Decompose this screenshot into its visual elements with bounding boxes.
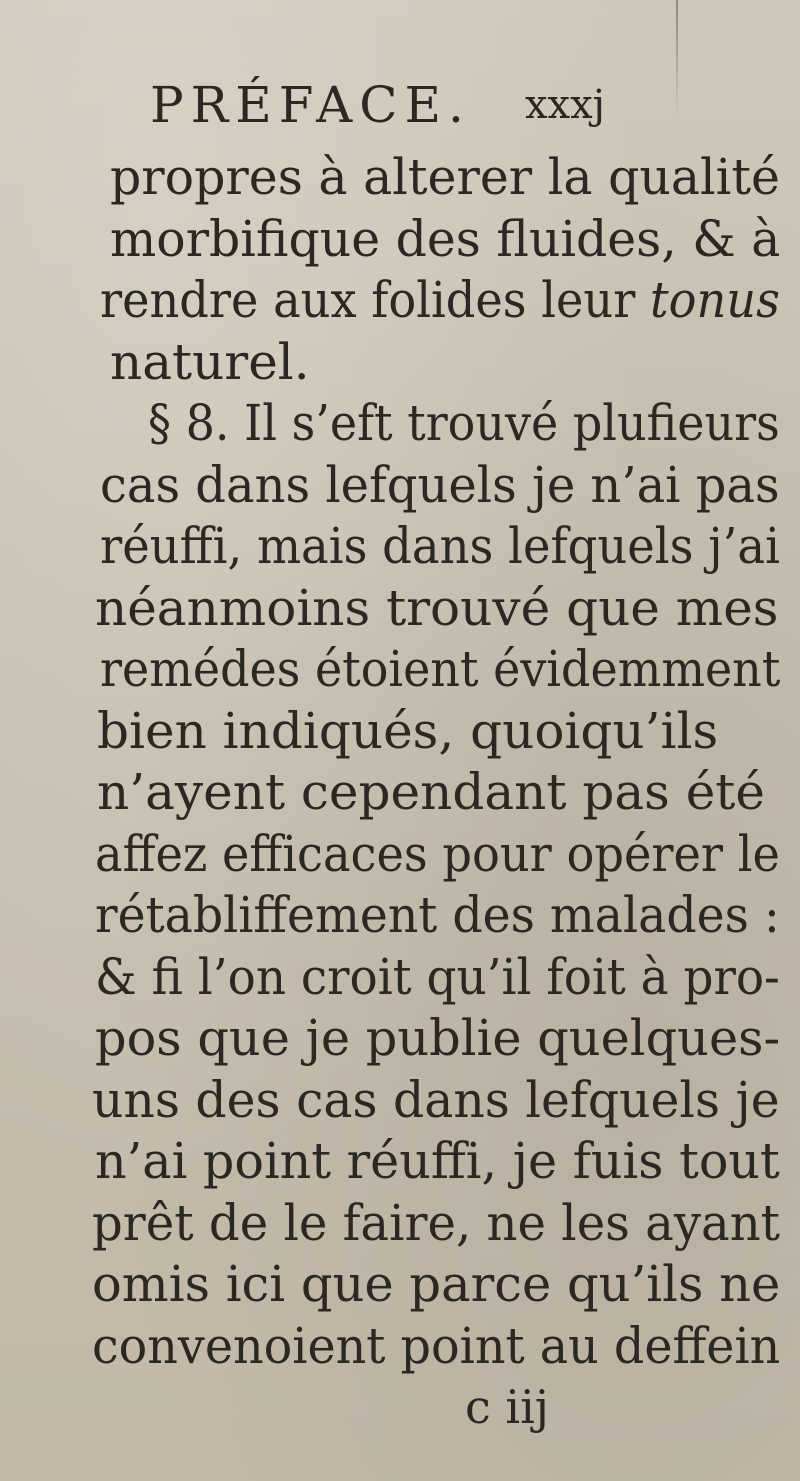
text-line: réuffi, mais dans lefquels j’ai [100, 517, 780, 575]
italic-word: tonus [650, 271, 780, 329]
text-line: propres à alterer la qualité [110, 148, 780, 206]
text-line: néanmoins trouvé que mes [95, 579, 779, 637]
page-number: xxxj [525, 82, 606, 128]
signature-mark: c iij [465, 1380, 550, 1434]
text-line: prêt de le faire, ne les ayant [92, 1194, 781, 1252]
text-line: n’ai point réuffi, je fuis tout [95, 1132, 780, 1190]
running-title: PRÉFACE. [150, 76, 471, 134]
text-line: & fi l’on croit qu’il foit à pro- [95, 948, 780, 1006]
text-line: n’ayent cependant pas été [97, 763, 765, 821]
text-line: convenoient point au deffein [92, 1317, 781, 1375]
text-line: cas dans lefquels je n’ai pas [100, 456, 780, 514]
text-line: affez efficaces pour opérer le [95, 825, 780, 883]
text-line: uns des cas dans lefquels je [92, 1071, 780, 1129]
text-line: bien indiqués, quoiqu’ils [97, 702, 719, 760]
page-header [150, 70, 690, 140]
text-line [100, 268, 780, 332]
text-line: § 8. Il s’eft trouvé plufieurs [148, 394, 780, 452]
text-line: pos que je publie quelques- [95, 1009, 781, 1067]
text-line: rétabliffement des malades : [95, 886, 780, 944]
text-line: naturel. [110, 333, 310, 391]
text-line: omis ici que parce qu’ils ne [92, 1255, 781, 1313]
text-line: remédes étoient évidemment [100, 640, 781, 698]
text-line: morbifique des fluides, & à [110, 210, 781, 268]
text-line-part: rendre aux folides leur [100, 271, 636, 329]
